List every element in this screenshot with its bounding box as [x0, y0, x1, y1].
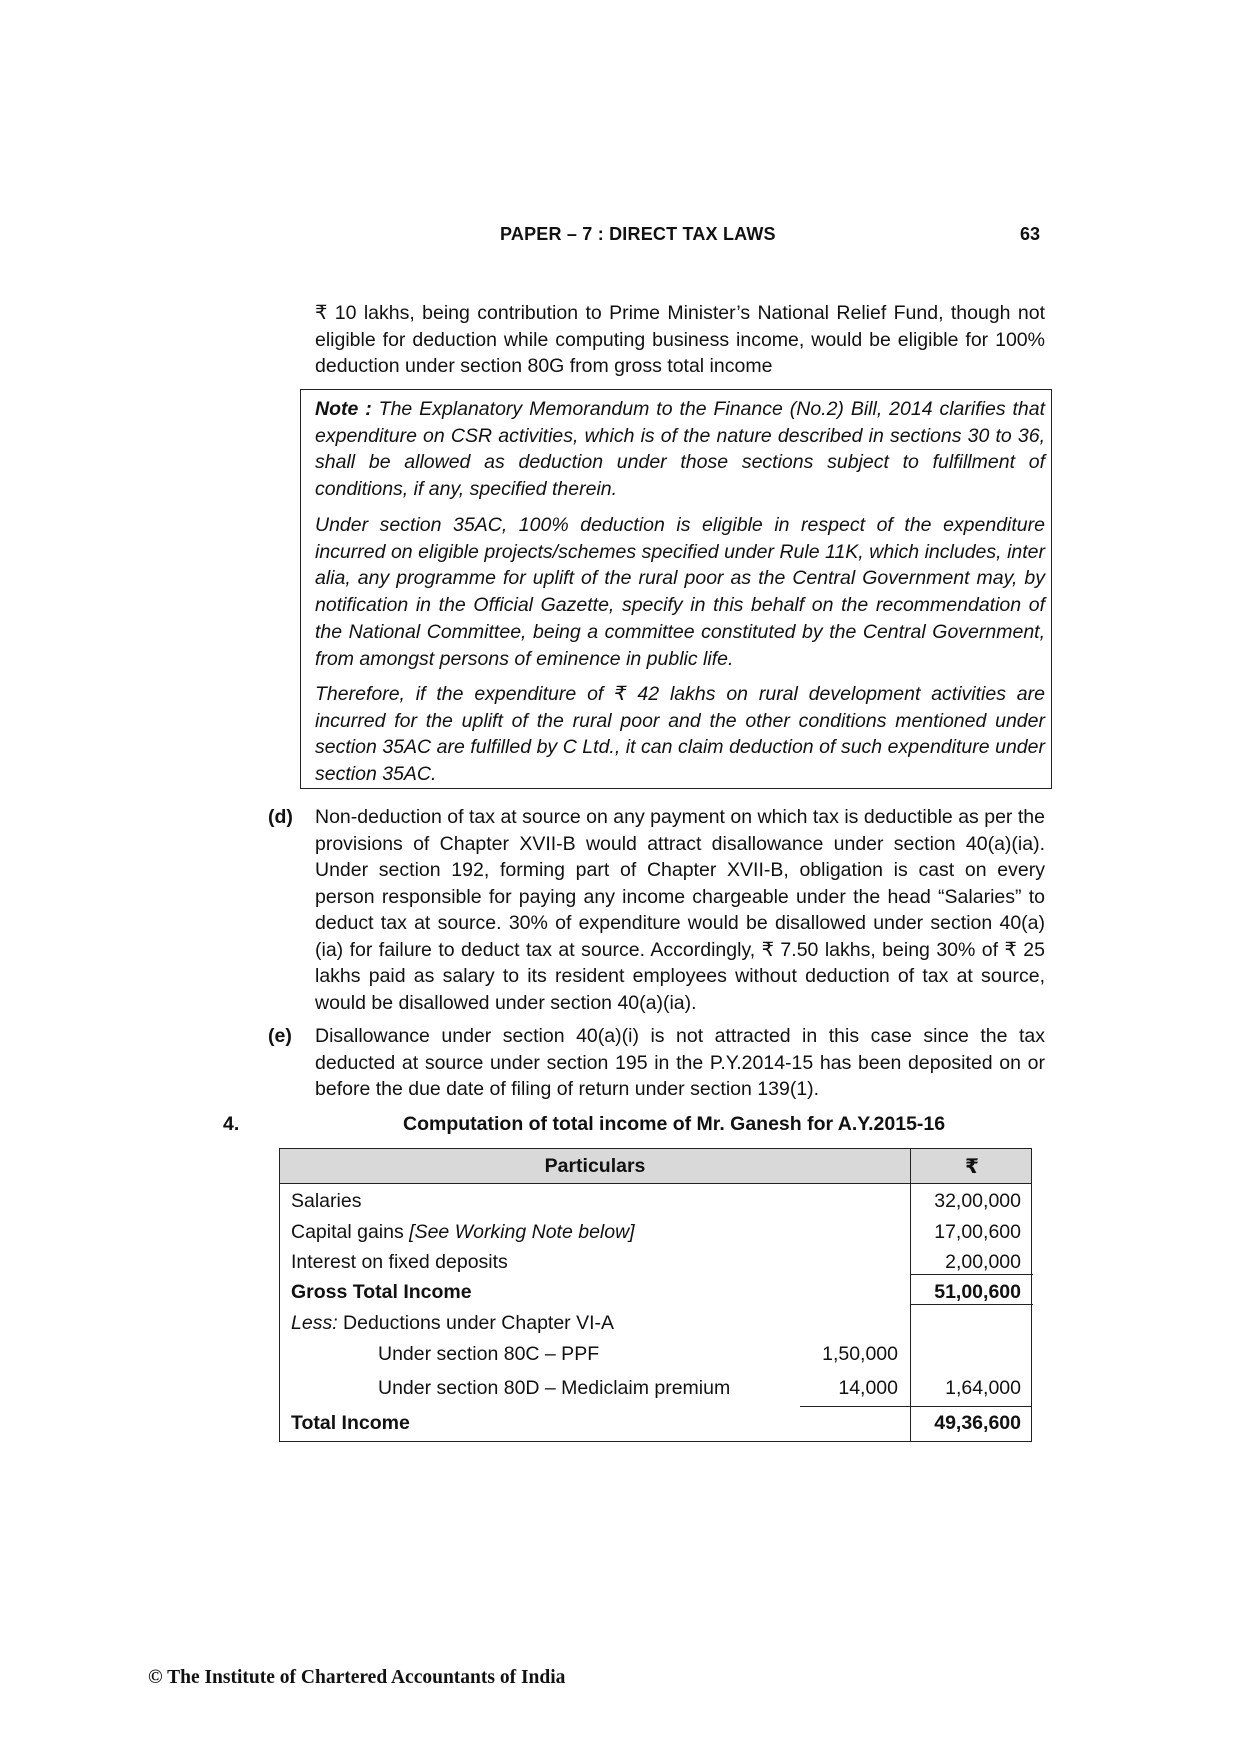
- row-label: Gross Total Income: [291, 1281, 472, 1303]
- row-amount: 32,00,000: [934, 1190, 1021, 1212]
- row-label: Total Income: [291, 1412, 410, 1434]
- row-label: Salaries: [291, 1190, 362, 1212]
- row-label: Interest on fixed deposits: [291, 1251, 508, 1273]
- page-header: [500, 224, 1040, 250]
- item-d-text: Non-deduction of tax at source on any payment on which tax is deductible as per the provisions of Chapter XVII-B would attract disallowance under section 40(a)(ia). Under section 192, forming part of Chapter XVII-B, obligation is cast on every person responsible for paying any income chargeable under the head “Salaries” to deduct tax at source. 30% of expenditure would be disallowed under section 40(a)(ia) for failure to deduct tax at source. Accordingly, ₹ 7.50 lakhs, being 30% of ₹ 25 lakhs paid as salary to its resident employees without deduction of tax at source, would be disallowed under section 40(a)(ia).: [315, 806, 1045, 1014]
- note-paragraph-1-text: The Explanatory Memorandum to the Finance (No.2) Bill, 2014 clarifies that expenditure on CSR activities, which is of the nature described in sections 30 to 36, shall be allowed as deduction under those sections subject to fulfillment of conditions, if any, specified therein.: [315, 398, 1046, 501]
- question-number: 4.: [223, 1113, 240, 1135]
- less-prefix: Less:: [291, 1312, 338, 1334]
- header-particulars: Particulars: [544, 1155, 646, 1177]
- subtotal-rule-bottom: [911, 1304, 1033, 1305]
- row-label: Under section 80C – PPF: [378, 1343, 600, 1365]
- subtotal-rule: [911, 1274, 1033, 1275]
- table-row-80c: [280, 1343, 1031, 1373]
- row-label: [291, 1312, 614, 1335]
- row-amount: 2,00,000: [945, 1251, 1021, 1273]
- row-amount: 49,36,600: [934, 1412, 1021, 1434]
- copyright-footer: © The Institute of Chartered Accountants of India: [148, 1667, 566, 1688]
- table-row-salaries: [280, 1190, 1031, 1220]
- row-inner-amount: 14,000: [838, 1377, 898, 1399]
- less-label: Deductions under Chapter VI-A: [337, 1312, 615, 1334]
- note-paragraph-1: [315, 396, 1045, 503]
- table-row-80d: [280, 1377, 1031, 1407]
- note-box: [300, 389, 1052, 789]
- page-number: 63: [1019, 224, 1040, 244]
- table-title: Computation of total income of Mr. Ganesh for A.Y.2015-16: [403, 1113, 946, 1135]
- table-row-gross-total-income: [280, 1281, 1031, 1311]
- inner-total-rule: [800, 1406, 912, 1407]
- note-label: Note :: [315, 398, 372, 420]
- table-row-less-deductions: [280, 1312, 1031, 1342]
- row-label: [291, 1221, 635, 1244]
- row-label-text: Capital gains: [291, 1221, 410, 1243]
- note-paragraph-3: Therefore, if the expenditure of ₹ 42 lakhs on rural development activities are incurred for the uplift of the rural poor and the other conditions mentioned under section 35AC are fulfilled by C Ltd., it can claim deduction of such expenditure under section 35AC.: [315, 683, 1045, 786]
- table-header: [280, 1149, 1031, 1184]
- table-row-capital-gains: [280, 1221, 1031, 1251]
- item-d-label: (d): [268, 806, 293, 828]
- row-amount: 1,64,000: [945, 1377, 1021, 1399]
- item-e-label: (e): [268, 1025, 292, 1047]
- table-row-total-income: [280, 1412, 1031, 1442]
- row-amount: 51,00,600: [934, 1281, 1021, 1303]
- working-note-ref: [See Working Note below]: [409, 1221, 635, 1243]
- rupee-icon: ₹: [965, 1156, 979, 1178]
- intro-paragraph: ₹ 10 lakhs, being contribution to Prime Minister’s National Relief Fund, though not eligible for deduction while computing business income, would be eligible for 100% deduction under section 80G from gross total income: [315, 302, 1045, 377]
- row-inner-amount: 1,50,000: [822, 1343, 898, 1365]
- table-row-interest: [280, 1251, 1031, 1281]
- total-rule-mask: [280, 1405, 800, 1409]
- row-amount: 17,00,600: [934, 1221, 1021, 1243]
- row-label: Under section 80D – Mediclaim premium: [378, 1377, 731, 1399]
- computation-table: [279, 1148, 1032, 1442]
- header-title: PAPER – 7 : DIRECT TAX LAWS: [500, 224, 776, 244]
- note-paragraph-2: Under section 35AC, 100% deduction is eligible in respect of the expenditure incurred on eligible projects/schemes specified under Rule 11K, which includes, inter alia, any programme for uplift of the rural poor as the Central Government may, by notification in the Official Gazette, specify in this behalf on the recommendation of the National Committee, being a committee constituted by the Central Government, from amongst persons of eminence in public life.: [315, 514, 1045, 670]
- item-e-text: Disallowance under section 40(a)(i) is not attracted in this case since the tax deducted at source under section 195 in the P.Y.2014-15 has been deposited on or before the due date of filing of return under section 139(1).: [315, 1025, 1045, 1100]
